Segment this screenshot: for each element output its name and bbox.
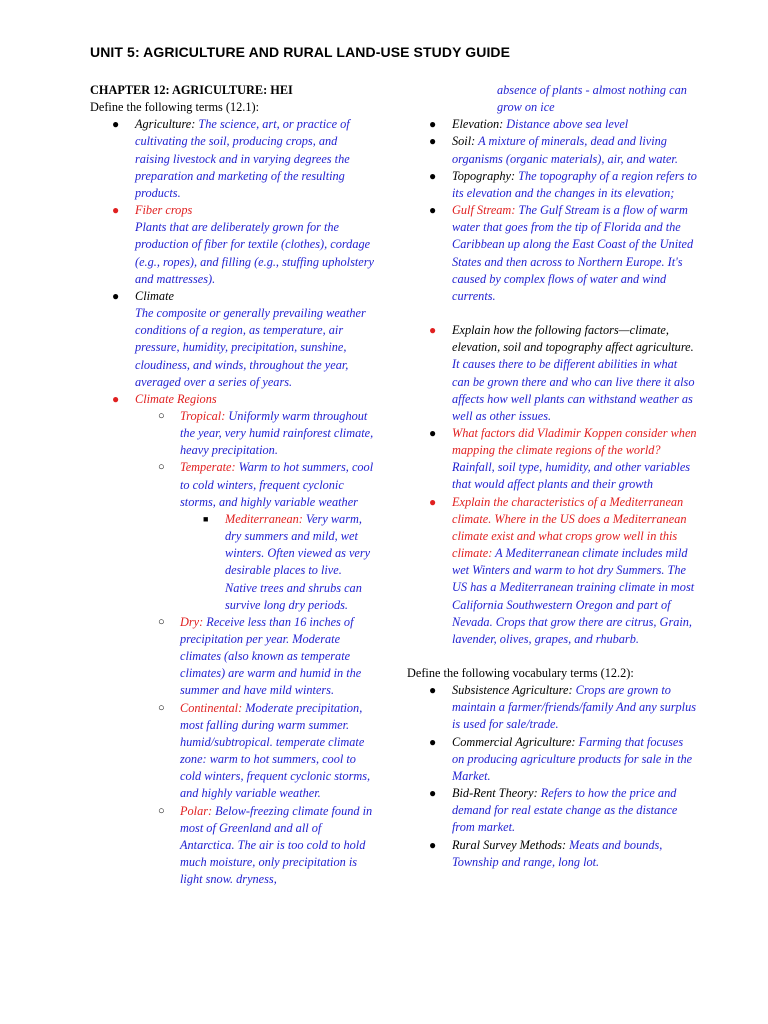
term-agriculture: Agriculture:	[135, 117, 196, 132]
list-item-climate-regions	[90, 391, 375, 408]
term-elevation: Elevation:	[452, 117, 504, 132]
term-dry: Dry:	[180, 614, 204, 629]
list-item-mediterranean	[90, 511, 375, 614]
def-polar-continued: absence of plants - almost nothing can grow on ice	[497, 83, 687, 115]
list-item-elevation	[407, 116, 697, 133]
list-item-commercial	[407, 734, 697, 785]
list-item-fiber-crops	[90, 202, 375, 288]
bullet-icon: ●	[429, 323, 437, 338]
def-dry: Receive less than 16 inches of precipitation per year. Moderate climates (also known as temperate climates) are warm and humid in the summer and have mild winters.	[180, 614, 362, 698]
term-bid-rent: Bid-Rent Theory:	[452, 786, 538, 801]
def-soil: A mixture of minerals, dead and living organisms (organic materials), air, and water.	[452, 134, 678, 166]
circle-bullet-icon: ○	[158, 804, 165, 817]
def-agriculture: The science, art, or practice of cultivating the soil, producing crops, and raising livestock and in varying degrees the preparation and marketing of the resulting products.	[135, 117, 350, 200]
answer-koppen: Rainfall, soil type, humidity, and other variables that would affect plants and their growth	[452, 460, 691, 492]
term-climate: Climate	[135, 288, 174, 303]
term-gulf-stream: Gulf Stream:	[452, 203, 516, 218]
question-koppen: What factors did Vladimir Koppen consider when mapping the climate regions of the world?	[452, 425, 697, 458]
def-climate: The composite or generally prevailing weather conditions of a region, as temperature, air pressure, humidity, precipitation, sunshine, cloudiness, and winds, throughout the year, averaged over a series of years.	[135, 306, 366, 389]
question-explain-factors: Explain how the following factors—climate, elevation, soil and topography affect agriculture.	[452, 323, 694, 355]
list-item-rural-survey	[407, 837, 697, 871]
def-elevation: Distance above sea level	[503, 117, 629, 132]
bullet-icon: ●	[429, 734, 437, 749]
def-fiber-crops: Plants that are deliberately grown for the production of fiber for textile (clothes), cordage (e.g., ropes), and filling (e.g., stuffing upholstery and mattresses).	[135, 220, 374, 286]
polar-continuation	[407, 82, 697, 116]
def-gulf-stream: The Gulf Stream is a flow of warm water that goes from the tip of Florida and the Caribbean up along the East Coast of the United States and then across to Northern Europe. It's caused by complex flows of water and wind currents.	[452, 203, 694, 303]
vocab-intro: Define the following vocabulary terms (12.2):	[407, 666, 634, 680]
bullet-icon: ●	[429, 494, 437, 509]
spacer	[407, 305, 697, 322]
def-tropical: Uniformly warm throughout the year, very humid rainforest climate, heavy precipitation.	[180, 408, 374, 458]
bullet-icon: ●	[112, 391, 120, 406]
bullet-icon: ●	[429, 425, 437, 440]
right-column	[407, 82, 697, 871]
define-intro: Define the following terms (12.1):	[90, 100, 260, 115]
term-topography: Topography:	[452, 168, 516, 183]
def-continental: Moderate precipitation, most falling during warm summer. humid/subtropical. temperate climate zone: warm to hot summers, cool to cold winters, frequent cyclonic storms, and highly variable weather.	[180, 700, 371, 801]
term-tropical: Tropical:	[180, 408, 226, 423]
chapter-heading: CHAPTER 12: AGRICULTURE: HEI	[90, 83, 293, 97]
list-item-polar	[90, 803, 375, 889]
list-item-mediterranean-question	[407, 494, 697, 648]
list-item-koppen	[407, 425, 697, 494]
term-mediterranean: Mediterranean:	[225, 511, 303, 526]
list-item-continental	[90, 700, 375, 803]
term-continental: Continental:	[180, 700, 243, 715]
bullet-icon: ●	[429, 134, 437, 149]
list-item-climate	[90, 288, 375, 391]
term-fiber-crops: Fiber crops	[135, 203, 193, 218]
circle-bullet-icon: ○	[158, 615, 165, 628]
def-bid-rent: Refers to how the price and demand for real estate change as the distance from market.	[452, 786, 678, 835]
bullet-icon: ●	[429, 837, 437, 852]
square-bullet-icon: ■	[203, 513, 209, 524]
def-temperate: Warm to hot summers, cool to cold winters, frequent cyclonic storms, and highly variable weather	[180, 460, 374, 509]
page-title: UNIT 5: AGRICULTURE AND RURAL LAND-USE STUDY GUIDE	[90, 44, 511, 60]
circle-bullet-icon: ○	[158, 701, 165, 714]
answer-mediterranean: A Mediterranean climate includes mild wet Winters and warm to hot dry Summers. The US has a Mediterranean training climate in most California Southwestern Oregon and part of Nevada. Crops that grow there are citrus, Grain, lavender, olives, grapes, and rhubarb.	[452, 546, 695, 646]
bullet-icon: ●	[429, 168, 437, 183]
left-column	[90, 82, 375, 888]
def-polar: Below-freezing climate found in most of Greenland and all of Antarctica. The air is too cold to hold much moisture, only precipitation is light snow. dryness,	[180, 803, 373, 887]
list-item-bid-rent	[407, 785, 697, 836]
answer-explain-factors: It causes there to be different abilities in what can be grown there and who can live there it also affects how well plants can withstand weather as well as other issues.	[452, 357, 695, 423]
question-mediterranean: Explain the characteristics of a Mediterranean climate. Where in the US does a Mediterranean climate exist and what crops grow well in this climate:	[452, 494, 687, 561]
bullet-icon: ●	[429, 117, 437, 132]
term-rural-survey: Rural Survey Methods:	[452, 837, 567, 852]
bullet-icon: ●	[429, 203, 437, 218]
bullet-icon: ●	[429, 786, 437, 801]
def-commercial: Farming that focuses on producing agriculture products for sale in the Market.	[452, 734, 693, 783]
circle-bullet-icon: ○	[158, 409, 165, 422]
list-item-soil	[407, 133, 697, 167]
list-item-dry	[90, 614, 375, 700]
list-item-temperate	[90, 459, 375, 510]
def-topography: The topography of a region refers to its elevation and the changes in its elevation;	[452, 168, 697, 200]
bullet-icon: ●	[112, 117, 120, 132]
term-commercial: Commercial Agriculture:	[452, 734, 576, 749]
list-item-subsistence	[407, 682, 697, 733]
term-subsistence: Subsistence Agriculture:	[452, 683, 573, 698]
term-temperate: Temperate:	[180, 460, 236, 475]
def-subsistence: Crops are grown to maintain a farmer/friends/family And any surplus is used for sale/trade.	[452, 683, 697, 732]
list-item-explain-factors	[407, 322, 697, 425]
bullet-icon: ●	[429, 683, 437, 698]
list-item-gulf-stream	[407, 202, 697, 305]
def-mediterranean: Very warm, dry summers and mild, wet winters. Often viewed as very desirable places to live. Native trees and shrubs can survive long dry periods.	[225, 511, 371, 612]
term-climate-regions: Climate Regions	[135, 391, 217, 406]
spacer	[407, 648, 697, 665]
list-item-topography	[407, 168, 697, 202]
list-item-tropical	[90, 408, 375, 459]
circle-bullet-icon: ○	[158, 461, 165, 474]
def-rural-survey: Meats and bounds, Township and range, long lot.	[452, 837, 663, 869]
term-soil: Soil:	[452, 134, 476, 149]
list-item-agriculture	[90, 116, 375, 202]
term-polar: Polar:	[180, 803, 213, 818]
bullet-icon: ●	[112, 288, 120, 303]
bullet-icon: ●	[112, 203, 120, 218]
